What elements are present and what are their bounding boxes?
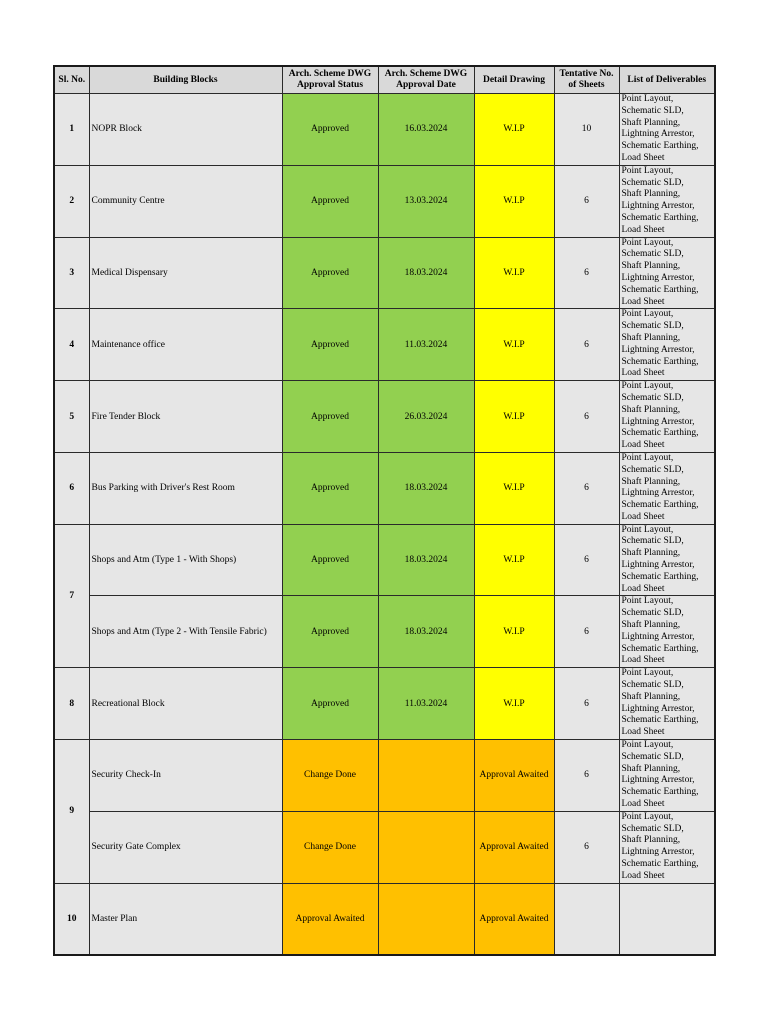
deliverable-item: Schematic Earthing, bbox=[621, 643, 699, 654]
deliverable-item: Shaft Planning, bbox=[621, 763, 681, 774]
deliverables-cell bbox=[619, 596, 715, 668]
approval-status-cell: Approved bbox=[282, 596, 378, 668]
sheets-cell: 6 bbox=[554, 381, 619, 453]
detail-drawing-cell: W.I.P bbox=[474, 596, 554, 668]
deliverable-item: Shaft Planning, bbox=[621, 548, 681, 559]
deliverable-item: Load Sheet bbox=[621, 152, 665, 163]
deliverable-item: Schematic SLD, bbox=[621, 249, 684, 260]
header-building-blocks: Building Blocks bbox=[89, 66, 282, 94]
deliverable-item: Shaft Planning, bbox=[621, 476, 681, 487]
table-row bbox=[54, 740, 715, 812]
approval-date-cell: 11.03.2024 bbox=[378, 309, 474, 381]
sheets-cell: 6 bbox=[554, 524, 619, 596]
header-deliverables: List of Deliverables bbox=[619, 66, 715, 94]
deliverable-item: Schematic Earthing, bbox=[621, 500, 699, 511]
header-detail-drawing: Detail Drawing bbox=[474, 66, 554, 94]
sheets-cell: 6 bbox=[554, 596, 619, 668]
detail-drawing-cell: Approval Awaited bbox=[474, 740, 554, 812]
deliverable-item: Shaft Planning, bbox=[621, 189, 681, 200]
table-row bbox=[54, 668, 715, 740]
table-row bbox=[54, 165, 715, 237]
sheets-cell: 6 bbox=[554, 309, 619, 381]
building-block-cell: Fire Tender Block bbox=[89, 381, 282, 453]
deliverable-item: Lightning Arrestor, bbox=[621, 272, 695, 283]
deliverable-item: Point Layout, bbox=[621, 596, 674, 607]
detail-drawing-cell: W.I.P bbox=[474, 381, 554, 453]
sheets-cell: 6 bbox=[554, 452, 619, 524]
deliverables-cell bbox=[619, 237, 715, 309]
deliverable-item: Load Sheet bbox=[621, 296, 665, 307]
approval-date-cell: 26.03.2024 bbox=[378, 381, 474, 453]
detail-drawing-cell: W.I.P bbox=[474, 452, 554, 524]
deliverable-item: Point Layout, bbox=[621, 309, 674, 320]
approval-date-cell: 18.03.2024 bbox=[378, 452, 474, 524]
deliverable-item: Schematic SLD, bbox=[621, 608, 684, 619]
building-block-cell: Community Centre bbox=[89, 165, 282, 237]
deliverables-cell bbox=[619, 94, 715, 166]
deliverable-item: Point Layout, bbox=[621, 237, 674, 248]
approval-status-cell: Change Done bbox=[282, 811, 378, 883]
deliverables-cell bbox=[619, 165, 715, 237]
building-block-cell: Bus Parking with Driver's Rest Room bbox=[89, 452, 282, 524]
deliverable-item: Schematic SLD, bbox=[621, 464, 684, 475]
deliverable-item: Load Sheet bbox=[621, 727, 665, 738]
detail-drawing-cell: W.I.P bbox=[474, 94, 554, 166]
sheets-cell: 6 bbox=[554, 668, 619, 740]
deliverable-item: Shaft Planning, bbox=[621, 332, 681, 343]
building-block-cell: NOPR Block bbox=[89, 94, 282, 166]
detail-drawing-cell: W.I.P bbox=[474, 309, 554, 381]
building-block-cell: Recreational Block bbox=[89, 668, 282, 740]
deliverable-item: Schematic SLD, bbox=[621, 823, 684, 834]
building-block-cell: Security Gate Complex bbox=[89, 811, 282, 883]
detail-drawing-cell: W.I.P bbox=[474, 668, 554, 740]
header-sl-no: Sl. No. bbox=[54, 66, 89, 94]
building-block-cell: Maintenance office bbox=[89, 309, 282, 381]
sheets-cell: 6 bbox=[554, 740, 619, 812]
deliverable-item: Schematic SLD, bbox=[621, 536, 684, 547]
deliverable-item: Schematic SLD, bbox=[621, 392, 684, 403]
deliverables-cell bbox=[619, 524, 715, 596]
approval-date-cell: 18.03.2024 bbox=[378, 596, 474, 668]
sl-no-cell: 5 bbox=[54, 381, 89, 453]
sl-no-cell: 3 bbox=[54, 237, 89, 309]
sl-no-cell: 2 bbox=[54, 165, 89, 237]
table-row bbox=[54, 309, 715, 381]
deliverable-item: Lightning Arrestor, bbox=[621, 847, 695, 858]
deliverable-item: Schematic Earthing, bbox=[621, 787, 699, 798]
table-row bbox=[54, 883, 715, 955]
deliverable-item: Schematic Earthing, bbox=[621, 356, 699, 367]
sl-no-cell: 8 bbox=[54, 668, 89, 740]
deliverable-item: Lightning Arrestor, bbox=[621, 631, 695, 642]
deliverable-item: Lightning Arrestor, bbox=[621, 703, 695, 714]
sheets-cell: 6 bbox=[554, 165, 619, 237]
deliverable-item: Schematic SLD, bbox=[621, 751, 684, 762]
approval-date-cell bbox=[378, 883, 474, 955]
deliverable-item: Schematic Earthing, bbox=[621, 284, 699, 295]
approval-status-cell: Approved bbox=[282, 237, 378, 309]
sheets-cell: 6 bbox=[554, 237, 619, 309]
deliverable-item: Schematic Earthing, bbox=[621, 571, 699, 582]
deliverable-item: Shaft Planning, bbox=[621, 404, 681, 415]
approval-date-cell bbox=[378, 740, 474, 812]
deliverable-item: Shaft Planning, bbox=[621, 835, 681, 846]
building-block-cell: Shops and Atm (Type 2 - With Tensile Fabric) bbox=[89, 596, 282, 668]
table-row bbox=[54, 811, 715, 883]
table-row bbox=[54, 524, 715, 596]
approval-date-cell: 18.03.2024 bbox=[378, 237, 474, 309]
table-row bbox=[54, 452, 715, 524]
deliverable-item: Point Layout, bbox=[621, 94, 674, 104]
header-row bbox=[54, 66, 715, 94]
detail-drawing-cell: W.I.P bbox=[474, 237, 554, 309]
deliverable-item: Lightning Arrestor, bbox=[621, 416, 695, 427]
deliverable-item: Point Layout, bbox=[621, 811, 674, 822]
deliverable-item: Lightning Arrestor, bbox=[621, 488, 695, 499]
deliverable-item: Schematic SLD, bbox=[621, 177, 684, 188]
detail-drawing-cell: W.I.P bbox=[474, 524, 554, 596]
deliverable-item: Load Sheet bbox=[621, 870, 665, 881]
approval-status-cell: Approved bbox=[282, 165, 378, 237]
sl-no-cell: 9 bbox=[54, 740, 89, 884]
deliverables-cell bbox=[619, 381, 715, 453]
detail-drawing-cell: Approval Awaited bbox=[474, 811, 554, 883]
approval-status-cell: Approved bbox=[282, 381, 378, 453]
deliverable-item: Schematic Earthing, bbox=[621, 141, 699, 152]
header-tentative-sheets: Tentative No. of Sheets bbox=[554, 66, 619, 94]
deliverable-item: Schematic Earthing, bbox=[621, 428, 699, 439]
deliverable-item: Schematic Earthing, bbox=[621, 715, 699, 726]
deliverable-item: Shaft Planning, bbox=[621, 691, 681, 702]
deliverable-item: Point Layout, bbox=[621, 165, 674, 176]
sl-no-cell: 4 bbox=[54, 309, 89, 381]
deliverable-item: Lightning Arrestor, bbox=[621, 775, 695, 786]
deliverable-item: Load Sheet bbox=[621, 368, 665, 379]
detail-drawing-cell: Approval Awaited bbox=[474, 883, 554, 955]
approval-status-cell: Approved bbox=[282, 452, 378, 524]
deliverable-item: Lightning Arrestor, bbox=[621, 201, 695, 212]
detail-drawing-cell: W.I.P bbox=[474, 165, 554, 237]
table-row bbox=[54, 381, 715, 453]
deliverables-cell bbox=[619, 883, 715, 955]
deliverable-item: Point Layout, bbox=[621, 524, 674, 535]
approval-date-cell bbox=[378, 811, 474, 883]
deliverables-cell bbox=[619, 811, 715, 883]
approval-date-cell: 11.03.2024 bbox=[378, 668, 474, 740]
building-block-cell: Master Plan bbox=[89, 883, 282, 955]
deliverable-item: Schematic Earthing, bbox=[621, 212, 699, 223]
table-row bbox=[54, 237, 715, 309]
deliverable-item: Point Layout, bbox=[621, 381, 674, 392]
deliverable-item: Lightning Arrestor, bbox=[621, 560, 695, 571]
deliverable-item: Schematic SLD, bbox=[621, 105, 684, 116]
deliverable-item: Shaft Planning, bbox=[621, 261, 681, 272]
deliverable-item: Point Layout, bbox=[621, 740, 674, 751]
deliverable-item: Point Layout, bbox=[621, 452, 674, 463]
deliverable-item: Schematic SLD, bbox=[621, 321, 684, 332]
building-block-cell: Security Check-In bbox=[89, 740, 282, 812]
deliverables-cell bbox=[619, 309, 715, 381]
approval-status-cell: Approval Awaited bbox=[282, 883, 378, 955]
approval-status-cell: Approved bbox=[282, 309, 378, 381]
deliverable-item: Lightning Arrestor, bbox=[621, 344, 695, 355]
deliverable-item: Schematic SLD, bbox=[621, 680, 684, 691]
sheets-cell bbox=[554, 883, 619, 955]
deliverables-cell bbox=[619, 452, 715, 524]
sl-no-cell: 7 bbox=[54, 524, 89, 668]
table-row bbox=[54, 94, 715, 166]
header-approval-status: Arch. Scheme DWG Approval Status bbox=[282, 66, 378, 94]
table-row bbox=[54, 596, 715, 668]
deliverable-item: Load Sheet bbox=[621, 655, 665, 666]
sl-no-cell: 1 bbox=[54, 94, 89, 166]
sl-no-cell: 10 bbox=[54, 883, 89, 955]
approval-status-cell: Approved bbox=[282, 668, 378, 740]
deliverables-cell bbox=[619, 668, 715, 740]
approval-status-cell: Approved bbox=[282, 524, 378, 596]
building-block-cell: Medical Dispensary bbox=[89, 237, 282, 309]
deliverable-item: Load Sheet bbox=[621, 799, 665, 810]
deliverable-item: Lightning Arrestor, bbox=[621, 129, 695, 140]
deliverable-item: Shaft Planning, bbox=[621, 620, 681, 631]
deliverables-table bbox=[53, 65, 716, 956]
deliverable-item: Schematic Earthing, bbox=[621, 859, 699, 869]
deliverable-item: Shaft Planning, bbox=[621, 117, 681, 128]
deliverables-cell bbox=[619, 740, 715, 812]
building-block-cell: Shops and Atm (Type 1 - With Shops) bbox=[89, 524, 282, 596]
approval-date-cell: 18.03.2024 bbox=[378, 524, 474, 596]
approval-date-cell: 16.03.2024 bbox=[378, 94, 474, 166]
deliverable-item: Load Sheet bbox=[621, 583, 665, 594]
approval-status-cell: Change Done bbox=[282, 740, 378, 812]
deliverable-item: Load Sheet bbox=[621, 511, 665, 522]
sheets-cell: 10 bbox=[554, 94, 619, 166]
sl-no-cell: 6 bbox=[54, 452, 89, 524]
sheets-cell: 6 bbox=[554, 811, 619, 883]
deliverable-item: Load Sheet bbox=[621, 224, 665, 235]
header-approval-date: Arch. Scheme DWG Approval Date bbox=[378, 66, 474, 94]
deliverable-item: Load Sheet bbox=[621, 440, 665, 451]
deliverable-item: Point Layout, bbox=[621, 668, 674, 679]
approval-date-cell: 13.03.2024 bbox=[378, 165, 474, 237]
approval-status-cell: Approved bbox=[282, 94, 378, 166]
